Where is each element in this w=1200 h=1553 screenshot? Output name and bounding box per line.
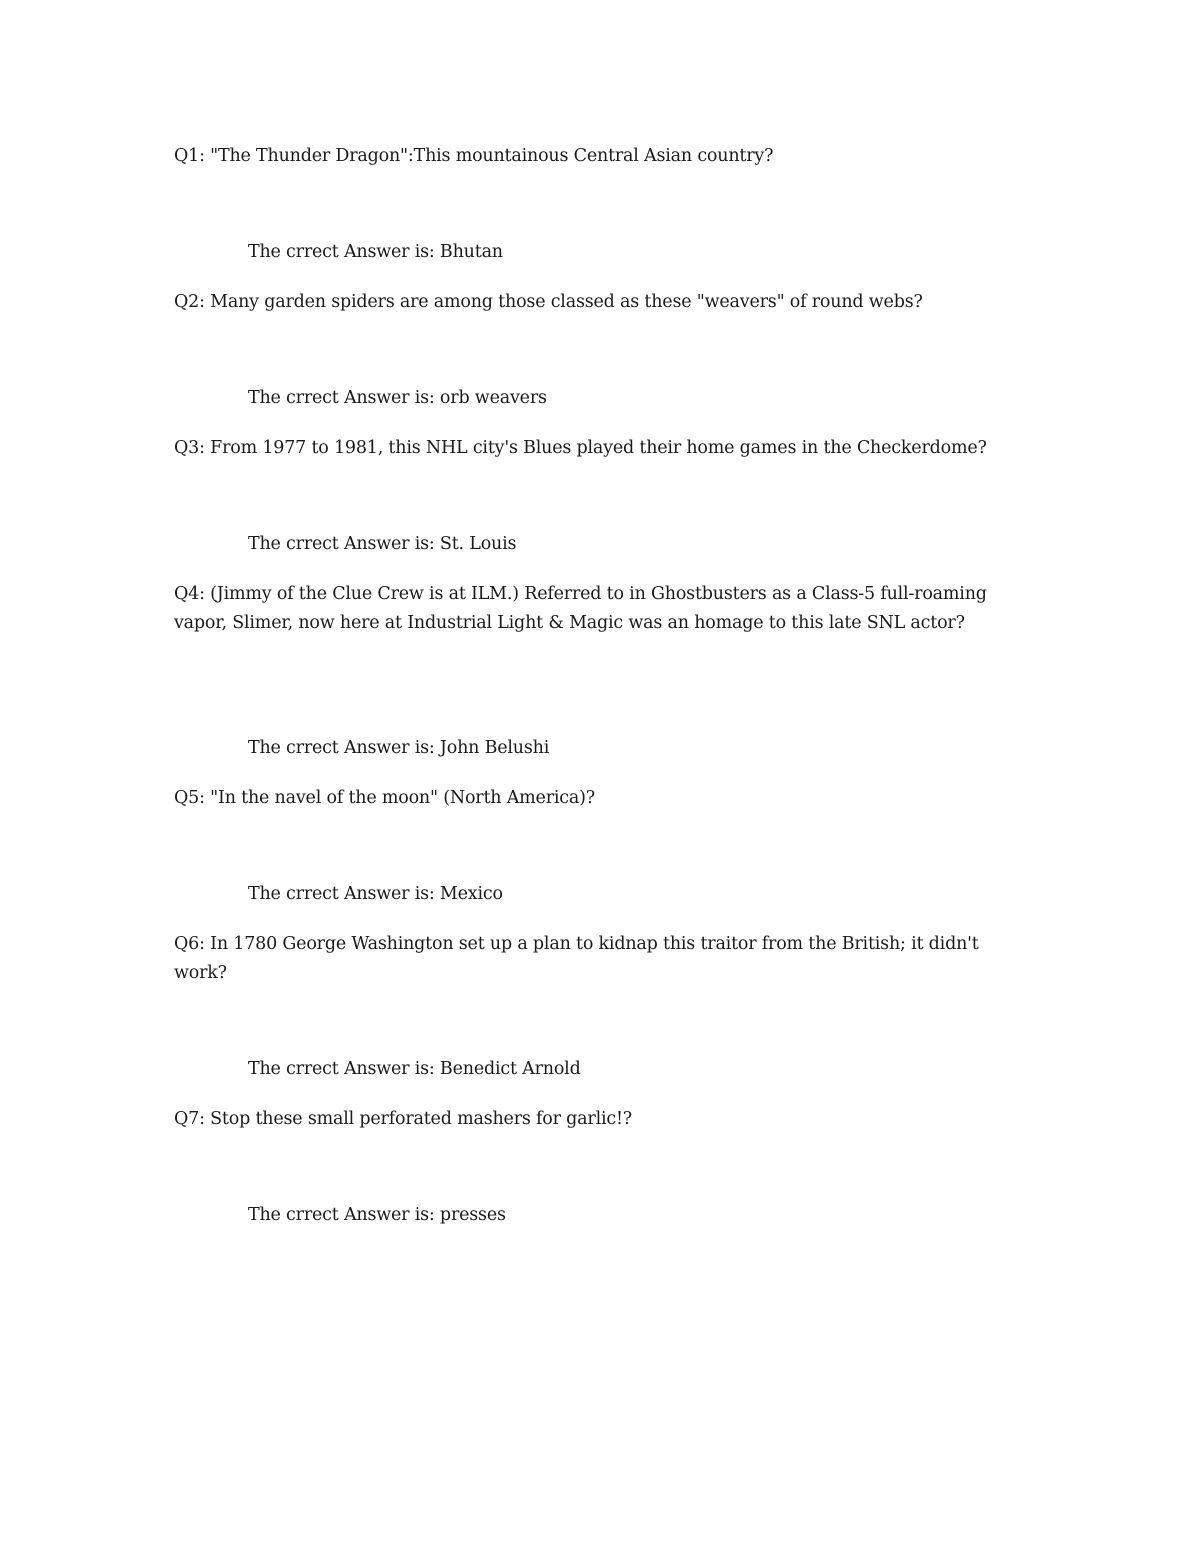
- question-2: Q2: Many garden spiders are among those classed as these "weavers" of round webs?: [174, 292, 923, 312]
- question-6: Q6: In 1780 George Washington set up a plan to kidnap this traitor from the British; it didn't work?: [174, 934, 979, 983]
- question-5: Q5: "In the navel of the moon" (North America)?: [174, 788, 595, 808]
- answer-2: The crrect Answer is: orb weavers: [248, 388, 547, 408]
- answer-7: The crrect Answer is: presses: [248, 1205, 506, 1225]
- question-1: Q1: "The Thunder Dragon":This mountainous Central Asian country?: [174, 146, 774, 166]
- answer-6: The crrect Answer is: Benedict Arnold: [248, 1059, 581, 1079]
- question-7: Q7: Stop these small perforated mashers for garlic!?: [174, 1109, 632, 1129]
- question-3: Q3: From 1977 to 1981, this NHL city's Blues played their home games in the Checkerdome?: [174, 438, 987, 458]
- question-4: Q4: (Jimmy of the Clue Crew is at ILM.) Referred to in Ghostbusters as a Class-5 full-roaming vapor, Slimer, now here at Industrial Light & Magic was an homage to this late SNL actor?: [174, 584, 987, 633]
- answer-1: The crrect Answer is: Bhutan: [248, 242, 503, 262]
- answer-4: The crrect Answer is: John Belushi: [248, 738, 550, 758]
- answer-3: The crrect Answer is: St. Louis: [248, 534, 517, 554]
- answer-5: The crrect Answer is: Mexico: [248, 884, 503, 904]
